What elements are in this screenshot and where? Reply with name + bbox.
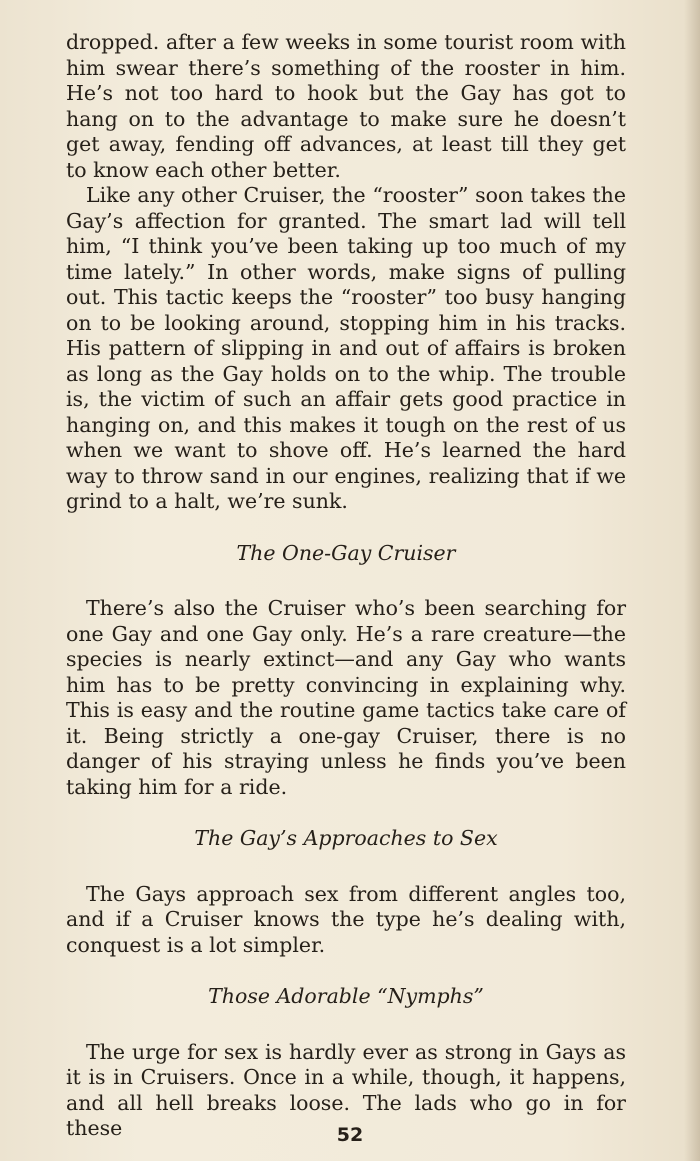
paragraph-3: There’s also the Cruiser who’s been searching for one Gay and one Gay only. He’s a rare creature—the species is nearly extinct—and any Gay who wants him has to be pretty convincing in explaining why. This is easy and the routine game tactics take care of it. Being strictly a one-gay Cruiser, there is no danger of his straying unless he finds you’ve been taking him for a ride. [66,596,626,799]
paragraph-5: The urge for sex is hardly ever as strong in Gays as it is in Cruisers. Once in a while, though, it happens, and all hell breaks loose. The lads who go in for these [66,1039,626,1140]
section-heading-one-gay-cruiser: The One-Gay Cruiser [236,540,456,565]
paragraph-1: dropped. after a few weeks in some tourist room with him swear there’s something of the rooster in him. He’s not too hard to hook but the Gay has got to hang on to the advantage to make sure he doesn’t get away, fending off advances, at least till they get to know each other better. [66,30,626,182]
paragraph-2: Like any other Cruiser, the “rooster” soon takes the Gay’s affection for granted. The smart lad will tell him, “I think you’ve been taking up too much of my time lately.” In other words, make signs of pulling out. This tactic keeps the “rooster” too busy hanging on to be looking around, stopping him in his tracks. His pattern of slipping in and out of affairs is broken as long as the Gay holds on to the whip. The trouble is, the victim of such an affair gets good practice in hanging on, and this makes it tough on the rest of us when we want to shove off. He’s learned the hard way to throw sand in our engines, realizing that if we grind to a halt, we’re sunk. [66,183,626,513]
body-text [66,30,626,1142]
paragraph-4: The Gays approach sex from different angles too, and if a Cruiser knows the type he’s dealing with, conquest is a lot simpler. [66,881,626,957]
section-heading-adorable-nymphs: Those Adorable “Nymphs” [208,984,484,1008]
section-heading-approaches-to-sex: The Gay’s Approaches to Sex [194,826,498,850]
page-number: 52 [336,1124,364,1146]
